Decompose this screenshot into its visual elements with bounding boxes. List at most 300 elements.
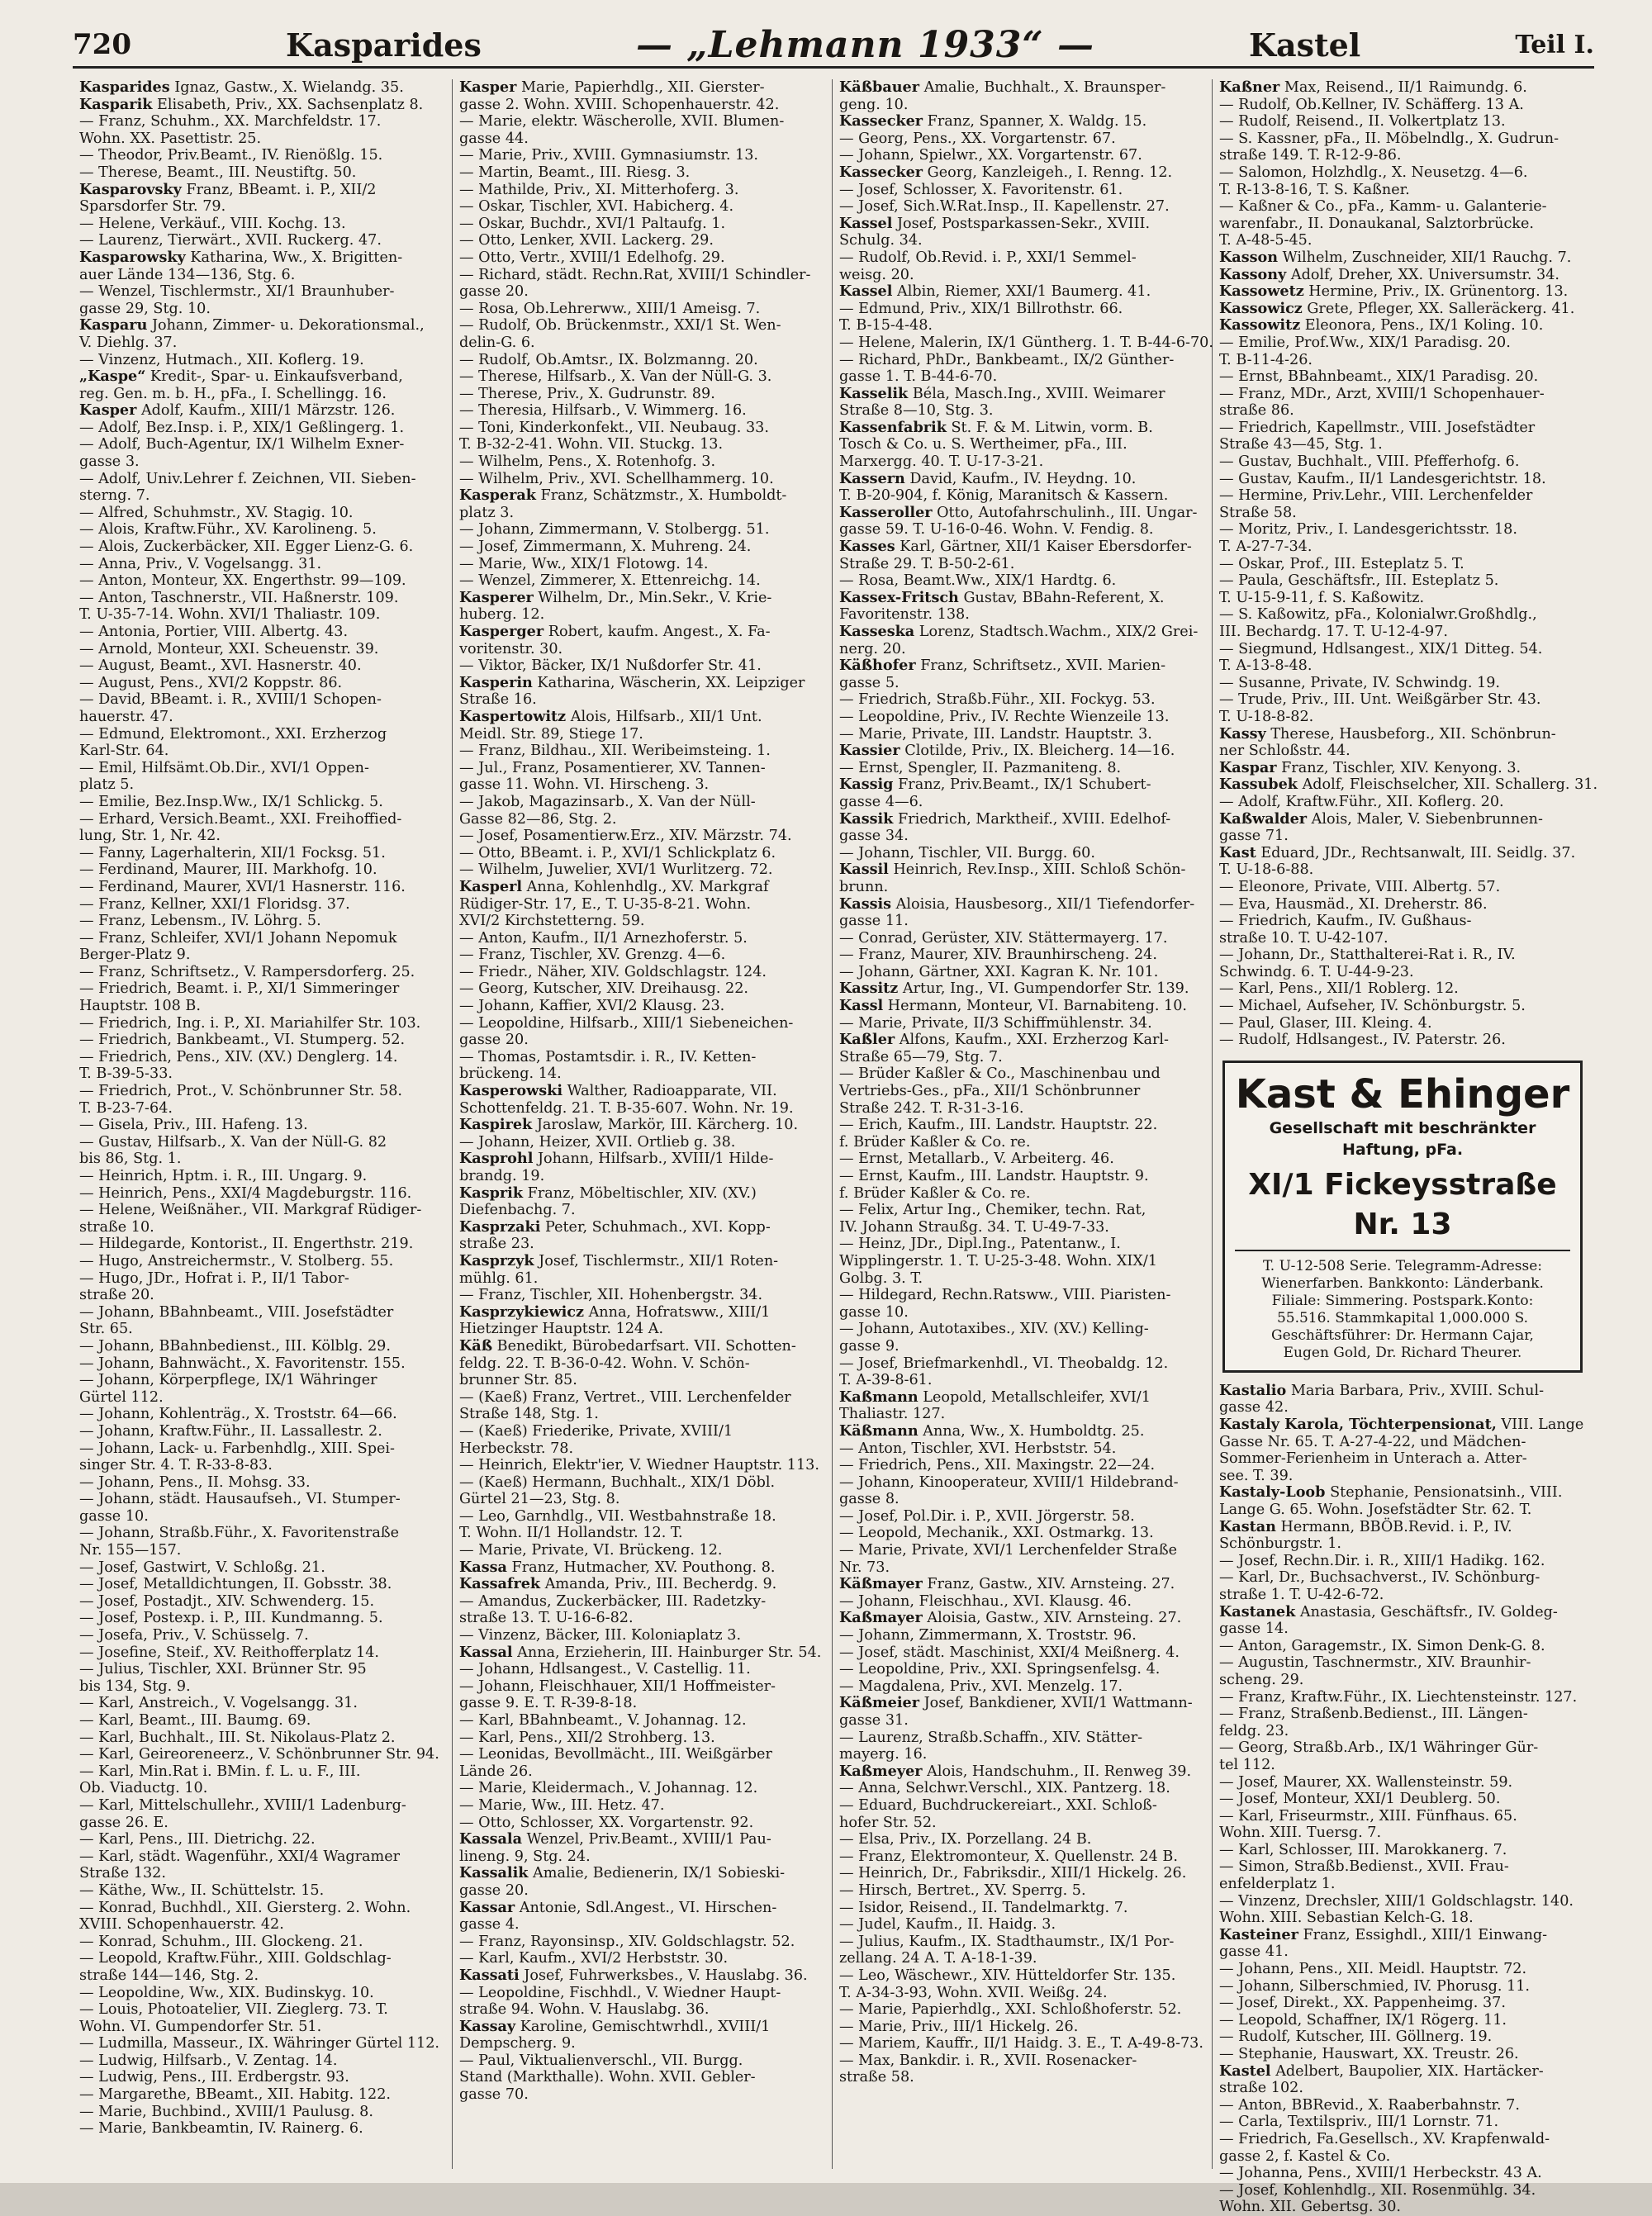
entry-text: Straße 65—79, Stg. 7. [839,1048,1003,1065]
entry-text: — Anton, Kaufm., II/1 Arnezhoferstr. 5. [459,929,748,947]
directory-entry [79,1321,445,1338]
entry-text: feldg. 22. T. B-36-0-42. Wohn. V. Schön- [459,1355,750,1372]
directory-entry [839,1219,1205,1236]
directory-entry [459,1848,825,1866]
entry-text: — Karl, Anstreich., V. Vogelsangg. 31. [79,1695,358,1712]
directory-entry [1219,2063,1586,2081]
directory-entry [459,1815,825,1832]
entry-text: Josef, Fuhrwerksbes., V. Hauslabg. 36. [519,1967,808,1984]
directory-entry [459,1032,825,1049]
entry-text: — Josef, Postadjt., XIV. Schwenderg. 15. [79,1592,375,1610]
entry-text: — Alfred, Schuhmstr., XV. Stagig. 10. [79,504,354,521]
directory-entry [1219,471,1586,488]
entry-text: Straße 16. [459,691,537,709]
directory-entry [1219,980,1586,998]
directory-entry [839,1032,1205,1049]
entry-text: T. R-13-8-16, T. S. Kaßner. [1219,181,1410,198]
directory-entry [459,505,825,522]
directory-entry [79,505,445,522]
directory-entry [839,1321,1205,1338]
entry-text: — Johann, Bahnwächt., X. Favoritenstr. 155. [79,1355,406,1372]
ad-line: Filiale: Simmering. Postspark.Konto: [1271,1292,1534,1309]
entry-text: nerg. 20. [839,640,906,657]
directory-entry [459,1100,825,1117]
surname: Kasparik [79,95,153,113]
directory-entry [839,147,1205,164]
directory-entry [1219,2182,1586,2199]
directory-entry [79,641,445,658]
directory-entry [79,1848,445,1866]
directory-entry [459,2019,825,2036]
surname: Kaspar [1219,758,1277,776]
entry-text: — Edmund, Elektromont., XXI. Erzherzog [79,725,387,743]
directory-entry [1219,794,1586,811]
directory-entry [79,1287,445,1304]
entry-text: Lange G. 65. Wohn. Josefstädter Str. 62. T. [1219,1502,1532,1518]
entry-text: — Kaßner & Co., pFa., Kamm- u. Galanterie- [1219,198,1547,216]
directory-entry [79,267,445,284]
directory-entry [839,1916,1205,1934]
entry-text: gasse 20. [459,1032,529,1049]
directory-entry [839,1865,1205,1882]
entry-text: — Georg, Straßb.Arb., IX/1 Währinger Gür- [1219,1739,1539,1757]
entry-text: — Johann, Kraftw.Führ., II. Lassallestr. 2. [79,1422,382,1440]
directory-entry [839,1049,1205,1066]
entry-text: — Ernst, Metallarb., V. Arbeiterg. 46. [839,1151,1114,1168]
surname: Kasperl [459,877,523,895]
directory-entry [1219,368,1586,386]
entry-text: — Otto, Schlosser, XX. Vorgartenstr. 92. [459,1814,754,1831]
entry-text: — Johann, Tischler, VII. Burgg. 60. [839,844,1095,861]
directory-entry [459,1389,825,1407]
directory-entry [79,794,445,811]
entry-text: Hermann, Monteur, VI. Barnabiteng. 10. [883,998,1187,1015]
entry-text: — Franz, Schleifer, XVI/1 Johann Nepomuk [79,929,397,947]
entry-text: gasse 42. [1219,1399,1289,1416]
directory-entry [1219,539,1586,556]
entry-text: — Laurenz, Tierwärt., XVII. Ruckerg. 47. [79,232,382,249]
directory-entry [459,1321,825,1338]
directory-entry [459,726,825,743]
entry-text: gasse 10. [839,1303,909,1321]
entry-text: — Salomon, Holzhdlg., X. Neusetzg. 4—6. [1219,164,1528,181]
entry-text: warenfabr., II. Donaukanal, Salztorbrücke. [1219,215,1534,232]
entry-text: — Marie, Ww., III. Hetz. 47. [459,1796,665,1814]
entry-text: Gasse 82—86, Stg. 2. [459,810,617,828]
surname: Kassel [839,282,893,301]
entry-text: — Brüder Kaßler & Co., Maschinenbau und [839,1065,1161,1083]
directory-entry [1219,1825,1586,1842]
entry-text: lineng. 9, Stg. 24. [459,1848,591,1865]
directory-entry [459,606,825,624]
entry-text: — Marie, Kleidermach., V. Johannag. 12. [459,1780,758,1797]
entry-text: straße 23. [459,1236,534,1253]
entry-text: — Leo, Garnhdlg., VII. Westbahnstraße 18. [459,1507,776,1525]
entry-text: Katharina, Ww., X. Brigitten- [185,249,403,266]
entry-text: straße 10. T. U-42-107. [1219,929,1389,947]
entry-text: — Franz, Maurer, XIV. Braunhirscheng. 24. [839,947,1157,964]
entry-text: bis 86, Stg. 1. [79,1151,182,1168]
surname: Kasselik [839,384,909,402]
entry-text: voritenstr. 30. [459,640,563,657]
directory-entry [1219,1032,1586,1049]
directory-entry [79,2035,445,2052]
entry-text: Albin, Riemer, XXI/1 Baumerg. 41. [892,283,1151,301]
entry-text: — Siegmund, Hdlsangest., XIX/1 Ditteg. 54. [1219,640,1543,657]
entry-text: gasse 71. [1219,828,1289,845]
entry-text: — Margarethe, BBeamt., XII. Habitg. 122. [79,2086,391,2104]
directory-entry [1219,709,1586,726]
advertisement-box [1222,1061,1583,1373]
directory-entry [839,691,1205,709]
directory-entry [1219,998,1586,1015]
directory-entry [839,1491,1205,1508]
directory-entry [1219,1569,1586,1587]
directory-entry [1219,1910,1586,1927]
entry-text: delin-G. 6. [459,334,535,351]
directory-entry [1219,79,1586,97]
directory-entry [459,1065,825,1083]
surname: Kassil [839,861,889,879]
directory-entry [839,760,1205,777]
entry-text: — Friedrich, Kapellmstr., VIII. Josefstädter [1219,419,1536,436]
entry-text: — Anton, Monteur, XX. Engerthstr. 99—109. [79,572,406,590]
surname: Kassenfabrik [839,418,947,436]
directory-entry [79,930,445,947]
directory-entry [839,352,1205,369]
directory-entry [459,283,825,301]
entry-text: — Marie, Buchbind., XVIII/1 Paulusg. 8. [79,2103,373,2120]
directory-entry [459,1338,825,1355]
directory-entry [79,1253,445,1270]
entry-text: Walther, Radioapparate, VII. [563,1083,777,1100]
entry-text: — Johann, Zimmermann, X. Troststr. 96. [839,1627,1137,1644]
entry-text: — Alois, Kraftw.Führ., XV. Karolineng. 5. [79,521,377,539]
surname: Kassier [839,742,900,760]
directory-entry [79,1406,445,1423]
entry-text: — Johann, Kaffier, XVI/2 Klausg. 23. [459,998,725,1015]
entry-text: — Ludmilla, Masseur., IX. Währinger Gürtel 112. [79,2035,440,2052]
entry-text: Wipplingerstr. 1. T. U-25-3-48. Wohn. XIX/1 [839,1252,1158,1269]
entry-text: Josef, Postsparkassen-Sekr., XVIII. [892,215,1151,232]
entry-text: — Johann, Heizer, XVII. Ortlieb g. 38. [459,1133,736,1151]
directory-entry [459,216,825,233]
directory-entry [79,1219,445,1236]
entry-text: — Edmund, Priv., XIX/1 Billrothstr. 66. [839,300,1123,317]
directory-entry [839,216,1205,233]
directory-entry [79,113,445,130]
entry-text: Gustav, BBahn-Referent, X. [958,589,1165,606]
entry-text: — Josef, Direkt., XX. Pappenheimg. 37. [1219,1995,1506,2012]
entry-text: — Anna, Priv., V. Vogelsangg. 31. [79,555,322,572]
directory-entry [459,998,825,1015]
directory-entry [1219,1858,1586,1876]
directory-entry [1219,896,1586,913]
entry-text: — Simon, Straßb.Bedienst., XVII. Frau- [1219,1858,1509,1876]
directory-entry [459,641,825,658]
entry-text: Wohn. XIII. Tuersg. 7. [1219,1825,1382,1842]
directory-entry [459,947,825,964]
surname: Käßmeier [839,1694,920,1712]
ad-line: Geschäftsführer: Dr. Hermann Cajar, [1271,1326,1534,1344]
entry-text: — Anton, BBRevid., X. Raaberbahnstr. 7. [1219,2096,1520,2114]
directory-entry [1219,1876,1586,1893]
directory-entry [839,1780,1205,1797]
directory-entry [459,1185,825,1203]
directory-entry [79,1423,445,1440]
entry-text: Gürtel 112. [79,1388,164,1406]
directory-entry [839,1287,1205,1304]
directory-entry [459,249,825,267]
entry-text: III. Bechardg. 17. T. U-12-4-97. [1219,624,1448,640]
entry-text: straße 94. Wohn. V. Hauslabg. 36. [459,2001,710,2019]
entry-text: Otto, Autofahrschulinh., III. Ungar- [932,504,1198,521]
directory-entry [79,811,445,828]
entry-text: — Johann, Dr., Statthalterei-Rat i. R., IV. [1219,947,1516,964]
directory-entry [1219,182,1586,199]
surname: Kassl [839,997,884,1015]
entry-text: T. A-13-8-48. [1219,657,1313,675]
directory-entry [79,1934,445,1951]
directory-entry [1219,1927,1586,1944]
entry-text: — Paul, Glaser, III. Kleing. 4. [1219,1014,1432,1032]
entry-text: gasse 34. [839,828,909,845]
directory-entry [839,726,1205,743]
entry-text: gasse 31. [839,1712,909,1729]
directory-entry [79,691,445,709]
directory-entry [79,2069,445,2086]
directory-entry [1219,1502,1586,1519]
directory-entry [1219,1434,1586,1451]
entry-text: — Hildegard, Rechn.Ratsww., VIII. Piaristen- [839,1287,1171,1304]
entry-text: — Marie, Papierhdlg., XXI. Schloßhoferstr. 52. [839,2001,1182,2019]
entry-text: — Leopold, Mechanik., XXI. Ostmarkg. 13. [839,1525,1154,1542]
entry-text: Straße 148, Stg. 1. [459,1406,599,1423]
entry-text: — Josef, Maurer, XX. Wallensteinstr. 59. [1219,1773,1513,1791]
entry-text: — Johann, Straßb.Führ., X. Favoritenstraße [79,1525,400,1542]
directory-entry [839,1559,1205,1577]
entry-text: — Julius, Kaufm., IX. Stadthaumstr., IX/1 Por- [839,1933,1175,1950]
directory-entry [79,709,445,726]
entry-text: — Franz, Kellner, XXI/1 Floridsg. 37. [79,895,350,913]
entry-text: — Friedrich, Straßb.Führ., XII. Fockyg. 53. [839,691,1156,709]
directory-entry [1219,1383,1586,1400]
directory-entry [839,1593,1205,1611]
directory-entry [839,675,1205,692]
entry-text: Robert, kaufm. Angest., X. Fa- [544,624,771,640]
directory-entry [839,1185,1205,1203]
directory-entry [1219,657,1586,675]
directory-entry [79,1797,445,1815]
entry-text: Stephanie, Pensionatsinh., VIII. [1325,1484,1563,1502]
surname: Kassafrek [459,1575,541,1593]
entry-text: gasse 20. [459,1881,529,1899]
entry-text: T. U-15-9-11, f. S. Kaßowitz. [1219,589,1425,606]
directory-entry [1219,1519,1586,1536]
entry-text: — Martin, Beamt., III. Riesg. 3. [459,164,691,181]
entry-text: — Karl, städt. Wagenführ., XXI/4 Wagramer [79,1848,401,1865]
entry-text: — Johann, Kohlenträg., X. Troststr. 64—66. [79,1406,397,1423]
entry-text: gasse 4—6. [839,793,923,810]
entry-text: — Johann, Kinooperateur, XVIII/1 Hildebrand- [839,1473,1179,1491]
directory-entry [839,232,1205,249]
entry-text: Tosch & Co. u. S. Wertheimer, pFa., III. [839,436,1127,453]
directory-entry [79,1049,445,1066]
entry-text: — Adolf, Buch-Agentur, IX/1 Wilhelm Exner- [79,436,405,453]
entry-text: — Mathilde, Priv., XI. Mitterhoferg. 3. [459,181,739,198]
directory-entry [839,1848,1205,1866]
directory-entry [459,657,825,675]
entry-text: — Susanne, Private, IV. Schwindg. 19. [1219,674,1501,691]
directory-entry [839,1695,1205,1712]
directory-entry [1219,2131,1586,2148]
entry-text: Alois, Handschuhm., II. Renweg 39. [922,1763,1192,1780]
directory-entry [459,1934,825,1951]
directory-entry [839,1423,1205,1440]
entry-text: Josef, Tischlermstr., XII/1 Roten- [534,1252,779,1269]
directory-entry [1219,1808,1586,1825]
directory-entry [459,1797,825,1815]
entry-text: gasse 11. Wohn. VI. Hirscheng. 3. [459,776,710,794]
surname: Kastaly-Loob [1219,1483,1326,1502]
entry-text: Hermann, BBÖB.Revid. i. P., IV. [1275,1518,1512,1535]
directory-entry [1219,1723,1586,1740]
directory-entry [839,1406,1205,1423]
entry-text: — Johann, Fleischhauer, XII/1 Hoffmeister- [459,1677,776,1695]
entry-text: — Hugo, Anstreichermstr., V. Stolberg. 55. [79,1252,394,1269]
entry-text: brandg. 19. [459,1168,545,1184]
entry-text: Diefenbachg. 7. [459,1202,576,1219]
directory-entry [79,1576,445,1593]
entry-text: — Käthe, Ww., II. Schüttelstr. 15. [79,1881,325,1899]
entry-text: — (Kaeß) Hermann, Buchhalt., XIX/1 Döbl. [459,1473,776,1491]
entry-text: Friedrich, Marktheif., XVIII. Edelhof- [893,810,1171,828]
directory-entry [459,811,825,828]
entry-text: — Gustav, Kaufm., II/1 Landesgerichtstr. 18. [1219,470,1546,487]
entry-text: — Konrad, Buchhdl., XII. Giersterg. 2. Wohn. [79,1899,411,1916]
entry-text: straße 1. T. U-42-6-72. [1219,1586,1384,1603]
directory-entry [79,182,445,199]
entry-text: — Anna, Selchwr.Verschl., XIX. Pantzerg. 18. [839,1780,1170,1797]
directory-entry [1219,352,1586,369]
directory-entry [459,1865,825,1882]
directory-entry [839,2052,1205,2070]
directory-entry [1219,691,1586,709]
directory-entry [79,1900,445,1917]
entry-text: platz 3. [459,504,515,521]
entry-text: — Hermine, Priv.Lehr., VIII. Lerchenfelder [1219,487,1533,505]
entry-text: T. B-11-4-26. [1219,351,1313,368]
directory-entry [1219,879,1586,896]
entry-text: — Felix, Artur Ing., Chemiker, techn. Rat, [839,1202,1146,1219]
directory-entry [1219,641,1586,658]
entry-text: — Vinzenz, Drechsler, XIII/1 Goldschlagstr. 140. [1219,1892,1574,1910]
directory-entry [79,1168,445,1185]
entry-text: — (Kaeß) Friederike, Private, XVIII/1 [459,1422,733,1440]
entry-text: Ob. Viaductg. 10. [79,1780,208,1797]
directory-entry [79,1967,445,1985]
directory-entry [79,1542,445,1559]
entry-text: geng. 10. [839,96,909,113]
directory-entry [79,1083,445,1100]
directory-entry [839,794,1205,811]
surname: Kastanek [1219,1602,1296,1620]
entry-text: — Gustav, Hilfsarb., X. Van der Nüll-G. 82 [79,1133,387,1151]
directory-entry [839,776,1205,794]
entry-text: — Elsa, Priv., IX. Porzellang. 24 B. [839,1831,1092,1848]
directory-entry [79,1338,445,1355]
directory-entry [79,556,445,573]
entry-text: — Emil, Hilfsämt.Ob.Dir., XVI/1 Oppen- [79,759,369,776]
entry-text: — Alois, Zuckerbäcker, XII. Egger Lienz-G. 6. [79,539,414,556]
entry-text: — August, Beamt., XVI. Hasnerstr. 40. [79,657,362,675]
entry-text: — Friedrich, Pens., XII. Maxingstr. 22—24. [839,1457,1156,1474]
entry-text: — Heinrich, Dr., Fabriksdir., XIII/1 Hickelg. 26. [839,1865,1187,1882]
directory-entry [459,1831,825,1848]
directory-entry [459,1474,825,1492]
directory-entry [1219,930,1586,947]
directory-entry [79,368,445,386]
directory-entry [839,505,1205,522]
surname: Kasprohl [459,1150,534,1168]
entry-text: — Josefine, Steif., XV. Reithofferplatz 14. [79,1644,379,1661]
directory-entry [459,1304,825,1322]
directory-entry [1219,2148,1586,2166]
directory-entry [839,1338,1205,1355]
directory-entry [839,1100,1205,1117]
directory-entry [1219,1399,1586,1416]
entry-text: straße 10. [79,1218,154,1236]
directory-entry [79,1712,445,1730]
entry-text: — Karl, Min.Rat i. BMin. f. L. u. F., III. [79,1763,361,1780]
entry-text: — Marie, Private, III. Landstr. Hauptstr. 3. [839,725,1152,743]
entry-text: — Josef, Kohlenhdlg., XII. Rosenmühlg. 34. [1219,2181,1536,2199]
entry-text: T. Wohn. II/1 Hollandstr. 12. T. [459,1525,683,1542]
directory-entry [459,352,825,369]
directory-entry [79,335,445,352]
surname: Kastel [1219,2062,1271,2080]
entry-text: — Antonia, Portier, VIII. Albertg. 43. [79,624,349,640]
entry-text: St. F. & M. Litwin, vorm. B. [946,419,1153,436]
directory-entry [459,1525,825,1542]
directory-entry [459,691,825,709]
directory-entry [839,539,1205,556]
directory-entry [459,1712,825,1730]
directory-entry [79,947,445,964]
entry-text: Straße 43—45, Stg. 1. [1219,436,1383,453]
entry-text: — Erich, Kaufm., III. Landstr. Hauptstr. 22. [839,1117,1158,1134]
directory-entry [79,2086,445,2104]
entry-text: Johann, Zimmer- u. Dekorationsmal., [147,317,425,335]
directory-entry [1219,590,1586,607]
directory-entry [839,267,1205,284]
directory-entry [839,1900,1205,1917]
entry-text: reg. Gen. m. b. H., pFa., I. Schellingg. 16. [79,385,387,402]
directory-entry [459,97,825,114]
directory-entry [79,606,445,624]
directory-entry [839,1678,1205,1696]
directory-entry [459,301,825,318]
entry-text: — Adolf, Univ.Lehrer f. Zeichnen, VII. Sieben- [79,470,416,487]
entry-text: Peter, Schuhmach., XVI. Kopp- [540,1218,771,1236]
directory-entry [839,1015,1205,1032]
directory-entry [839,368,1205,386]
directory-entry [459,1610,825,1627]
directory-entry [1219,2012,1586,2029]
entry-text: Hauptstr. 108 B. [79,998,201,1015]
entry-text: — Franz, Straßenb.Bedienst., III. Längen- [1219,1706,1528,1723]
entry-text: Franz, Priv.Beamt., IX/1 Schubert- [893,776,1151,794]
